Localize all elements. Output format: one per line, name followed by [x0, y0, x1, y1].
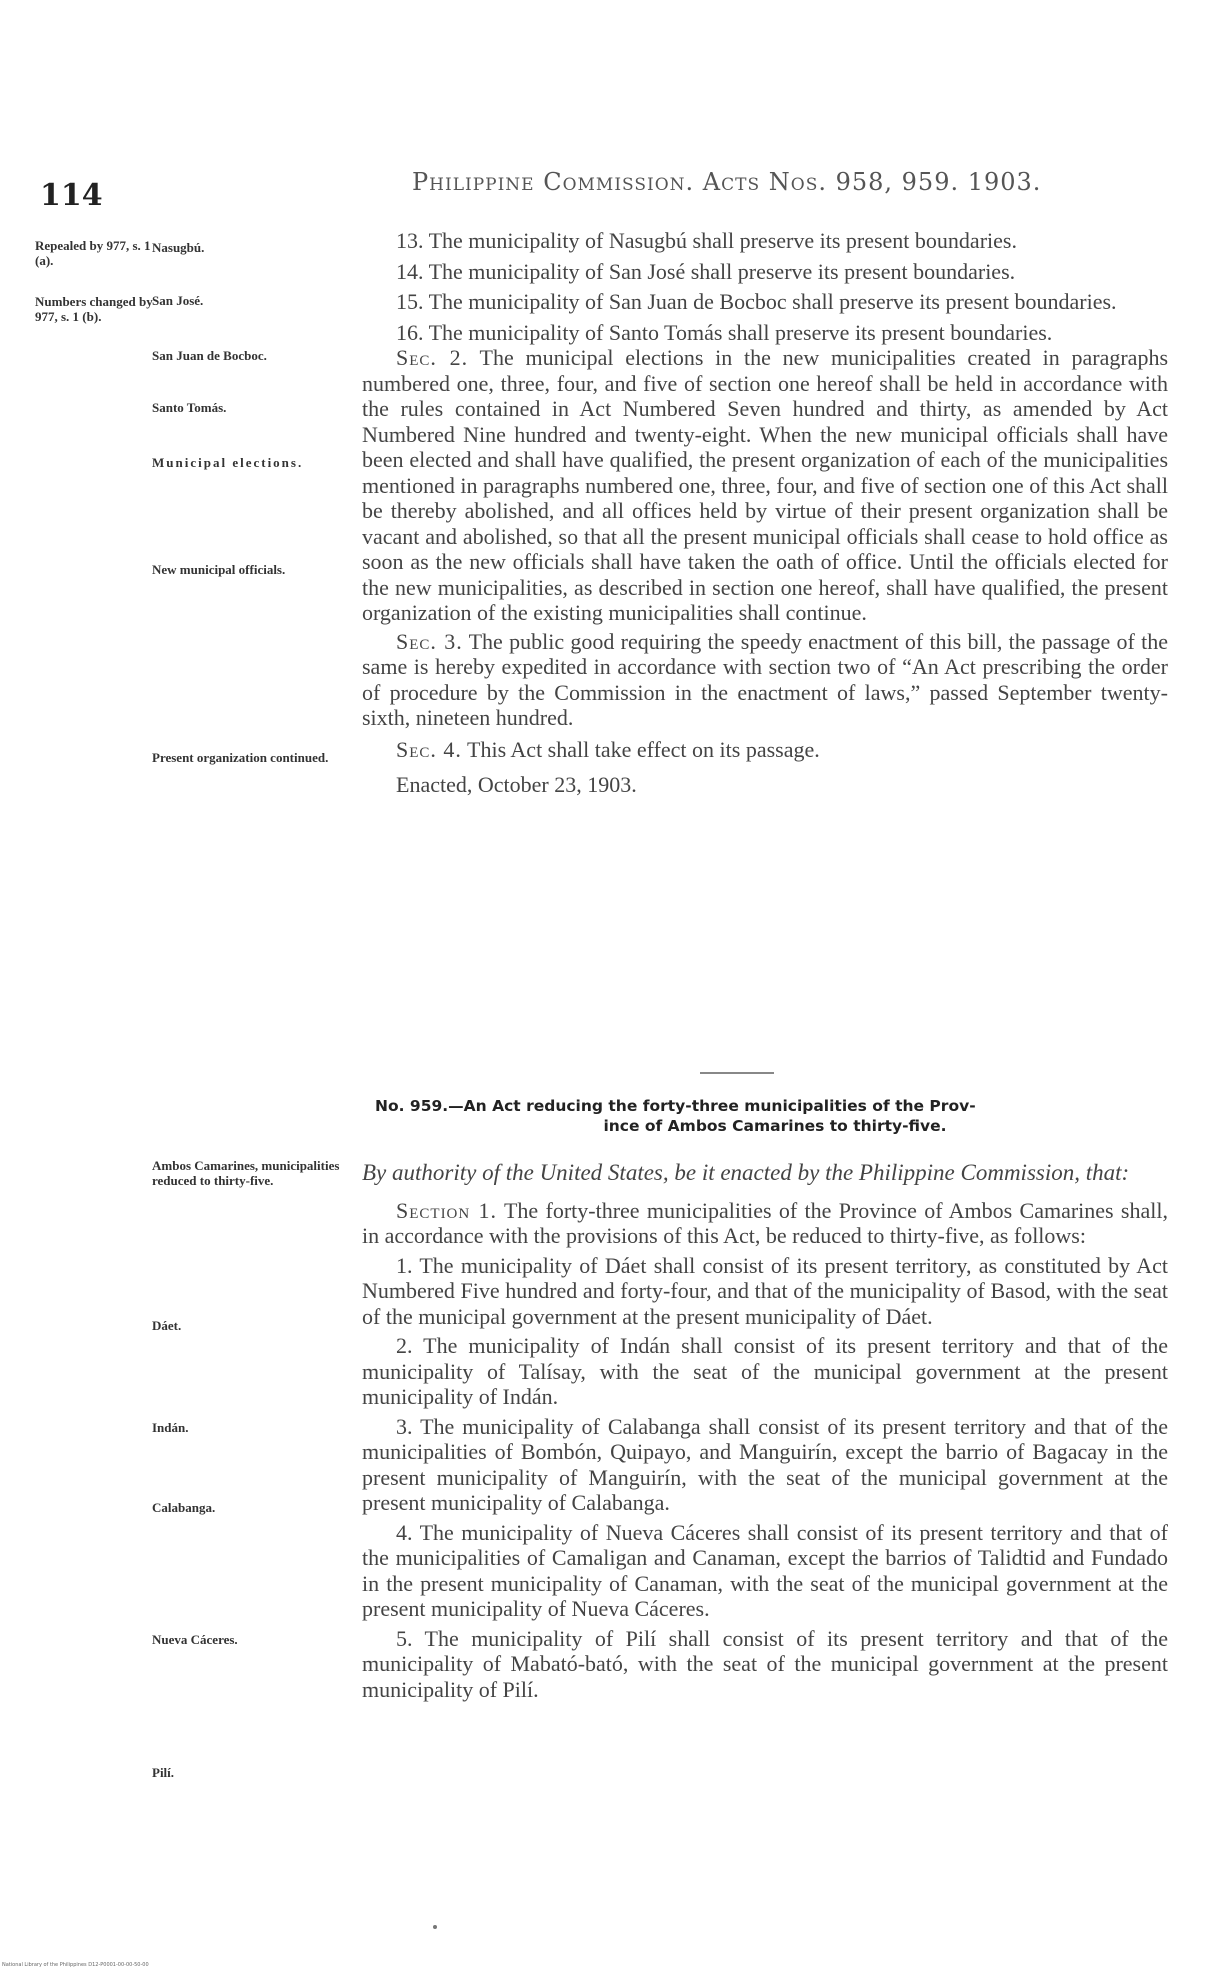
section-4: Sec. 4. This Act shall take effect on its passage. — [396, 736, 820, 762]
paragraph-4-nueva-caceres: 4. The municipality of Nueva Cáceres shall consist of its present territory and that of the municipalities of Camaligan and Canaman, except the barrios of Talidtid and Fundado in the present municipality of Canaman, with the seat of the municipal government at the present municipality of Nueva Cáceres. — [362, 1519, 1168, 1621]
enacted-line: Enacted, October 23, 1903. — [396, 772, 637, 797]
section-4-label: Sec. 4. — [396, 736, 462, 762]
act-959-title-line1: No. 959.—An Act reducing the forty-three municipalities of the Prov- — [375, 1097, 976, 1115]
act-959-body — [362, 1160, 1168, 1702]
section-2-label: Sec. 2. — [396, 345, 469, 370]
paragraph-3-calabanga: 3. The municipality of Calabanga shall consist of its present territory and that of the municipalities of Bombón, Quipayo, and Manguirín, except the barrio of Bagacay in the present municipality of Manguirín, with the seat of the municipal government at the present municipality of Calabanga. — [362, 1413, 1168, 1515]
section-1-label: Section 1. — [396, 1197, 498, 1223]
act-959-title-line2: ince of Ambos Camarines to thirty-five. — [603, 1117, 947, 1135]
ink-speck — [433, 1925, 437, 1929]
paragraph-16: 16. The municipality of Santo Tomás shall preserve its present boundaries. — [396, 319, 1053, 345]
section-2: Sec. 2. The municipal elections in the new municipalities created in paragraphs numbered one, three, four, and five of section one hereof shall be held in accordance with the rules contained in Act Numbered Seven hundred and thirty, as amended by Act Numbered Nine hundred and twenty-eight. When the new municipal officials shall have been elected and shall have qualified, the present organization of each of the municipalities mentioned in paragraphs numbered one, three, four, and five of section one of this Act shall be thereby abolished, and all offices held by virtue of their present organization shall be vacant and abolished, so that all the present municipal officials shall cease to hold office as soon as the new officials shall have taken the oath of office. Until the officials elected for the new municipalities, as described in section one hereof, shall have qualified, the present organization of the existing municipalities shall continue. — [362, 345, 1169, 625]
margin-note-santo-tomas: Santo Tomás. — [152, 400, 227, 415]
act-958-body — [362, 228, 1168, 798]
margin-note-municipal-elections: Municipal elections. — [152, 455, 304, 470]
scan-footer: National Library of the Philippines D12-P0001-00-00-50-00 — [2, 1962, 149, 1968]
margin-note-numbers-changed: Numbers changed by 977, s. 1 (b). — [35, 294, 153, 324]
paragraph-2-indan: 2. The municipality of Indán shall consist of its present territory and that of the municipality of Talísay, with the seat of the municipal government at the present municipality of Indán. — [362, 1333, 1168, 1409]
paragraph-13: 13. The municipality of Nasugbú shall preserve its present boundaries. — [396, 228, 1017, 253]
paragraph-15: 15. The municipality of San Juan de Bocboc shall preserve its present boundaries. — [396, 289, 1117, 314]
section-3: Sec. 3. The public good requiring the speedy enactment of this bill, the passage of the same is hereby expedited in accordance with section two of “An Act prescribing the order of procedure by the Commission in the enactment of laws,” passed September twenty-sixth, nineteen hundred. — [362, 628, 1169, 730]
paragraph-1-daet: 1. The municipality of Dáet shall consist of its present territory, as constituted by Act Numbered Five hundred and forty-four, and that of the municipality of Basod, with the seat of the municipal government at the present municipality of Dáet. — [362, 1252, 1168, 1329]
margin-note-san-juan: San Juan de Bocboc. — [152, 348, 267, 363]
margin-note-san-jose: San José. — [152, 293, 204, 308]
margin-note-pili: Pilí. — [152, 1765, 175, 1780]
margin-note-repealed: Repealed by 977, s. 1 (a). — [35, 238, 151, 268]
running-head: Philippine Commission. Acts Nos. 958, 959. 1903. — [412, 168, 1042, 196]
paragraph-14: 14. The municipality of San José shall preserve its present boundaries. — [396, 258, 1016, 284]
act-959-title — [375, 1096, 1175, 1136]
page-number: 114 — [40, 178, 103, 213]
paragraph-5-pili: 5. The municipality of Pilí shall consist of its present territory and that of the municipality of Mabató-bató, with the seat of the municipal government at the present municipality of Pilí. — [362, 1625, 1168, 1702]
enacting-clause: By authority of the United States, be it enacted by the Philippine Commission, that: — [362, 1160, 1130, 1185]
margin-note-nasugbu: Nasugbú. — [152, 240, 205, 255]
section-3-label: Sec. 3. — [396, 628, 463, 654]
margin-note-new-officials: New municipal officials. — [152, 562, 286, 577]
section-divider — [700, 1072, 774, 1074]
margin-note-calabanga: Calabanga. — [152, 1500, 216, 1515]
margin-note-indan: Indán. — [152, 1420, 189, 1435]
margin-note-daet: Dáet. — [152, 1318, 182, 1333]
margin-note-present-organization: Present organization continued. — [152, 750, 329, 765]
section-1: Section 1. The forty-three municipalities of the Province of Ambos Camarines shall, in accordance with the provisions of this Act, be reduced to thirty-five, as follows: — [362, 1197, 1168, 1248]
margin-note-nueva-caceres: Nueva Cáceres. — [152, 1632, 238, 1647]
margin-note-ambos-camarines: Ambos Camarines, municipalities reduced to thirty-five. — [152, 1158, 340, 1188]
